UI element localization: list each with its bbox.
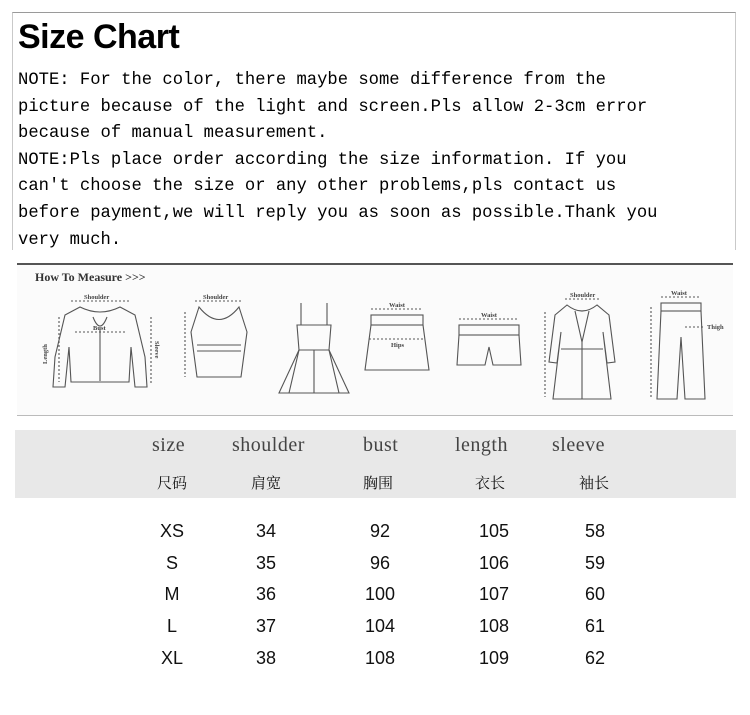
cell-shoulder: 37 (255, 616, 277, 636)
cell-length: 108 (478, 616, 510, 636)
cell-size: M (164, 584, 180, 604)
table-row (0, 553, 750, 583)
cell-bust: 104 (364, 616, 396, 636)
waist-label: Waist (481, 312, 497, 319)
header-shoulder-cn: 肩宽 (251, 474, 282, 492)
cell-shoulder: 36 (255, 584, 277, 604)
cell-length: 105 (478, 521, 510, 541)
table-row (0, 584, 750, 614)
page-title: Size Chart (18, 18, 180, 56)
hips-label: Hips (391, 342, 405, 349)
pants-sketch (633, 287, 728, 407)
cell-size: XL (160, 648, 184, 668)
coat-sketch (537, 287, 627, 407)
header-size: size (152, 434, 186, 456)
size-table-header (15, 430, 736, 498)
notes-text (18, 68, 733, 254)
tank-top-sketch (169, 287, 269, 402)
how-to-measure-panel (17, 263, 733, 416)
shoulder-label: Shoulder (570, 292, 596, 299)
note-line: picture because of the light and screen.Pls allow 2-3cm error (18, 97, 648, 117)
how-to-measure-heading: How To Measure >>> (35, 270, 146, 284)
note-line: NOTE:Pls place order according the size information. If you (18, 150, 627, 170)
note-line: because of manual measurement. (18, 124, 328, 144)
cell-sleeve: 61 (584, 616, 606, 636)
cell-sleeve: 58 (584, 521, 606, 541)
header-bust: bust (363, 434, 399, 456)
note-line: before payment,we will reply you as soon as possible.Thank you (18, 203, 658, 223)
cell-size: L (166, 616, 178, 636)
note-line: can't choose the size or any other problems,pls contact us (18, 177, 617, 197)
cell-size: S (165, 553, 179, 573)
dress-sketch (269, 295, 359, 405)
note-line: NOTE: For the color, there maybe some difference from the (18, 71, 606, 90)
header-shoulder: shoulder (232, 434, 305, 456)
cell-sleeve: 59 (584, 553, 606, 573)
blouse-sketch (35, 287, 165, 402)
table-row (0, 521, 750, 551)
shoulder-label: Shoulder (84, 294, 110, 301)
cell-bust: 96 (369, 553, 391, 573)
header-sleeve: sleeve (552, 434, 605, 456)
table-row (0, 616, 750, 646)
cell-bust: 92 (369, 521, 391, 541)
waist-label: Waist (389, 302, 405, 309)
length-label: Length (42, 344, 49, 364)
waist-label: Waist (671, 290, 687, 297)
cell-length: 109 (478, 648, 510, 668)
cell-shoulder: 34 (255, 521, 277, 541)
header-length-cn: 衣长 (475, 474, 506, 492)
shoulder-label: Shoulder (203, 294, 229, 301)
shorts-sketch (449, 305, 529, 375)
thigh-label: Thigh (707, 324, 724, 331)
header-sleeve-cn: 袖长 (579, 474, 610, 492)
cell-shoulder: 35 (255, 553, 277, 573)
cell-length: 106 (478, 553, 510, 573)
cell-size: XS (159, 521, 185, 541)
note-line: very much. (18, 230, 122, 250)
skirt-sketch (357, 295, 437, 395)
cell-bust: 100 (364, 584, 396, 604)
cell-sleeve: 60 (584, 584, 606, 604)
table-row (0, 648, 750, 678)
header-bust-cn: 胸围 (363, 474, 394, 492)
cell-sleeve: 62 (584, 648, 606, 668)
header-length: length (455, 434, 508, 456)
cell-length: 107 (478, 584, 510, 604)
sleeve-label: Sleeve (153, 341, 160, 359)
cell-bust: 108 (364, 648, 396, 668)
bust-label: Bust (93, 325, 106, 332)
header-size-cn: 尺码 (157, 474, 188, 492)
cell-shoulder: 38 (255, 648, 277, 668)
